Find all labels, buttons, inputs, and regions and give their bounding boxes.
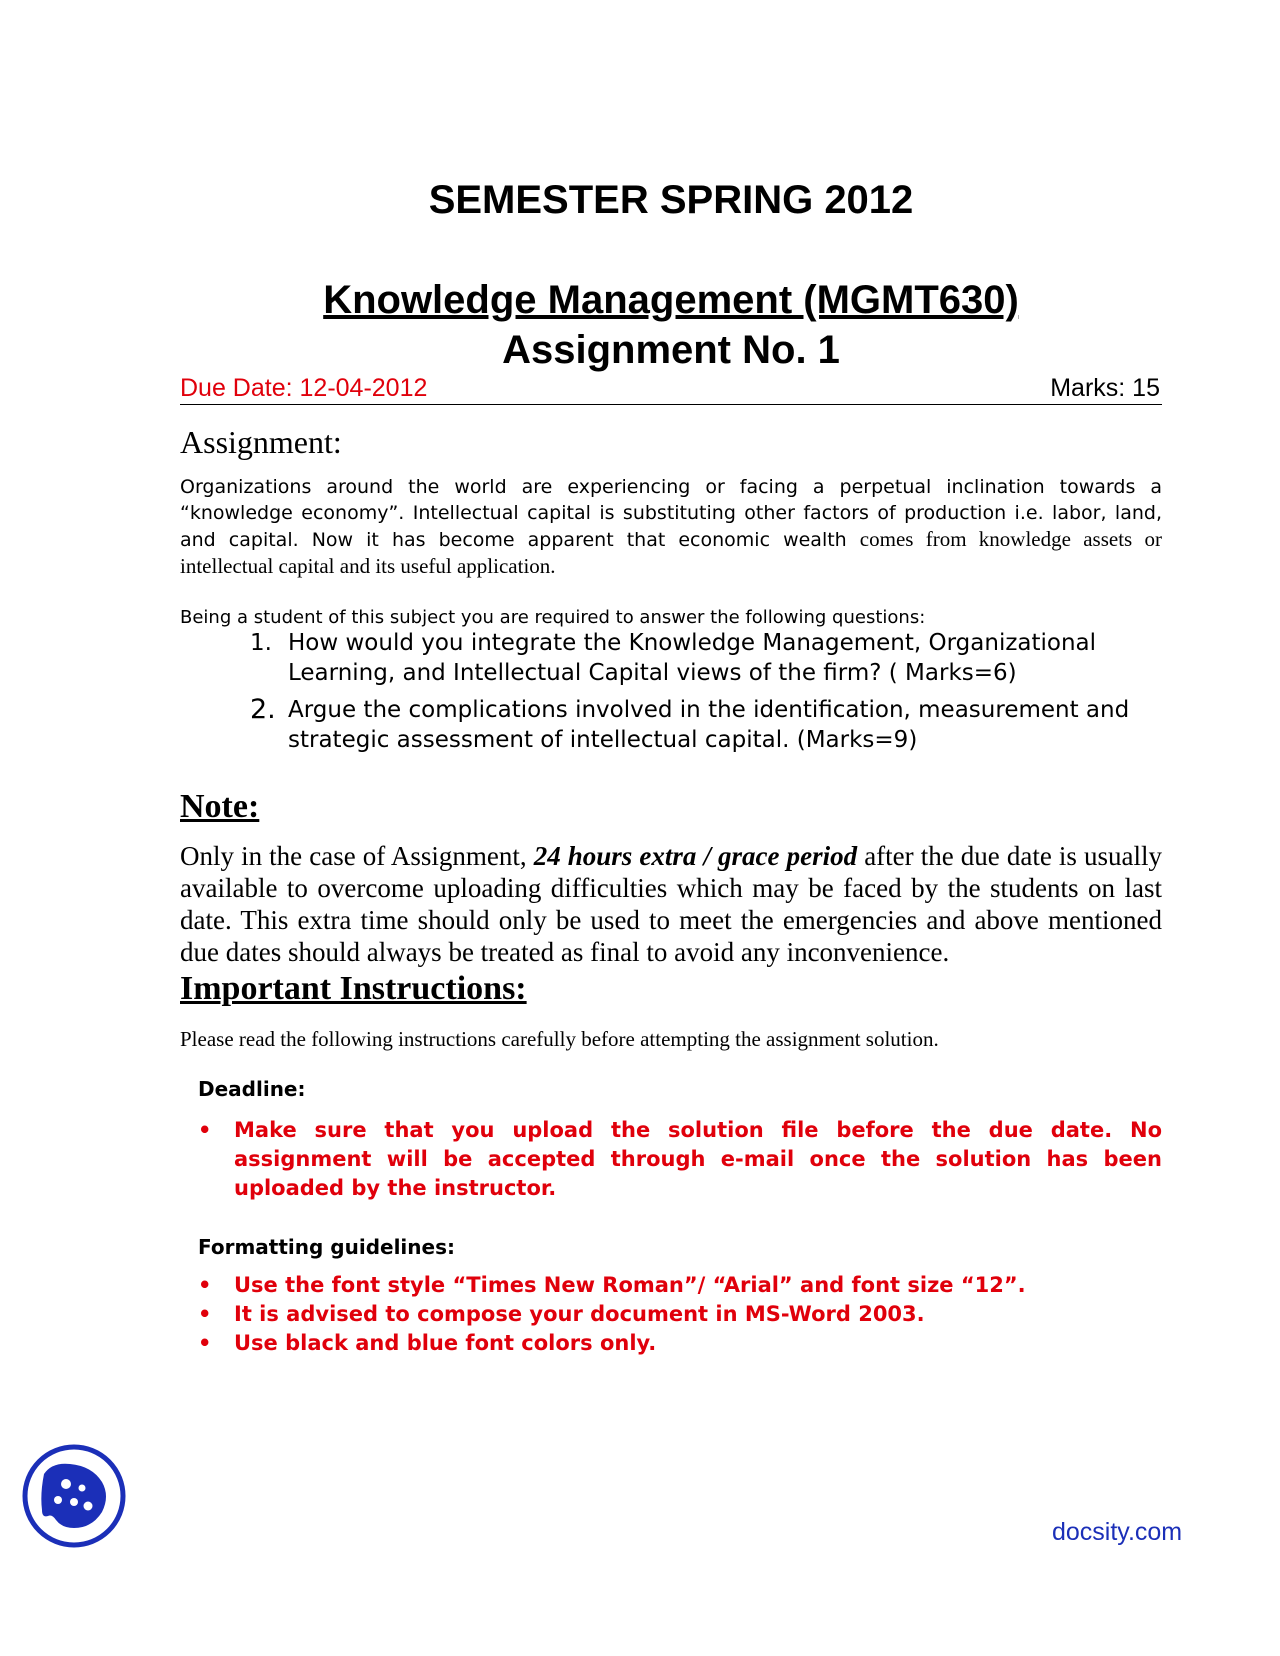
- important-instructions-heading: Important Instructions:: [180, 970, 527, 1007]
- deadline-bullet: [198, 1116, 1162, 1203]
- formatting-bullet: [198, 1329, 1162, 1358]
- docsity-brand-link[interactable]: docsity.com: [1052, 1518, 1183, 1546]
- formatting-bullet-text: Use black and blue font colors only.: [234, 1331, 657, 1355]
- question-number: 2.: [250, 694, 276, 725]
- bullet-icon: •: [198, 1273, 212, 1297]
- question-text: Argue the complications involved in the identification, measurement and strategic assessment of intellectual capital. (Marks=9): [288, 697, 1130, 753]
- note-emphasis: 24 hours extra / grace period: [533, 841, 858, 871]
- deadline-bullet-text: Make sure that you upload the solution file before the due date. No assignment will be accepted through e-mail once the solution has been uploaded by the instructor.: [234, 1118, 1162, 1200]
- assignment-intro: [180, 474, 1162, 580]
- bullet-icon: •: [198, 1302, 212, 1326]
- docsity-logo-icon[interactable]: [22, 1444, 126, 1548]
- question-number: 1.: [250, 630, 272, 656]
- formatting-bullet-text: Use the font style “Times New Roman”/ “Arial” and font size “12”.: [234, 1273, 1026, 1297]
- note-text-after: after the due date is usually available to overcome uploading difficulties which may be faced by the students on last date. This extra time should only be used to meet the emergencies and above mentioned due dates should always be treated as final to avoid any inconvenience.: [180, 841, 1162, 967]
- question-item: [250, 628, 1162, 688]
- intro-text: Organizations around the world are experiencing or facing a perpetual inclination towards a “knowledge economy”. Intellectual capital is substituting other factors of production i.e. labor, land, and capital. Now it has become apparent that economic wealth: [180, 476, 1162, 551]
- formatting-bullet: [198, 1271, 1162, 1300]
- course-title: Knowledge Management (MGMT630): [323, 278, 1019, 322]
- assignment-number: Assignment No. 1: [502, 328, 840, 372]
- note-paragraph: [180, 840, 1162, 968]
- instructions-intro: Please read the following instructions carefully before attempting the assignment solution.: [180, 1027, 939, 1051]
- questions-lead-in: Being a student of this subject you are required to answer the following questions:: [180, 607, 926, 628]
- deadline-heading: Deadline:: [198, 1077, 306, 1101]
- due-date: Due Date: 12-04-2012: [180, 374, 428, 402]
- question-text: How would you integrate the Knowledge Management, Organizational Learning, and Intellectual Capital views of the firm? ( Marks=6): [288, 630, 1097, 686]
- semester-title: SEMESTER SPRING 2012: [428, 178, 914, 222]
- question-item: [250, 695, 1162, 755]
- formatting-heading: Formatting guidelines:: [198, 1235, 455, 1259]
- note-heading: Note:: [180, 788, 260, 825]
- formatting-bullet: [198, 1300, 1162, 1329]
- bullet-icon: •: [198, 1331, 212, 1355]
- formatting-bullet-text: It is advised to compose your document in MS-Word 2003.: [234, 1302, 925, 1326]
- due-marks-line: [180, 374, 1162, 405]
- bullet-icon: •: [198, 1118, 212, 1142]
- intro-tail-text: comes from knowledge assets or intellectual capital and its useful application.: [180, 527, 1162, 578]
- note-text-before: Only in the case of Assignment,: [180, 841, 534, 871]
- total-marks: Marks: 15: [1050, 374, 1160, 402]
- assignment-heading: Assignment:: [180, 424, 342, 460]
